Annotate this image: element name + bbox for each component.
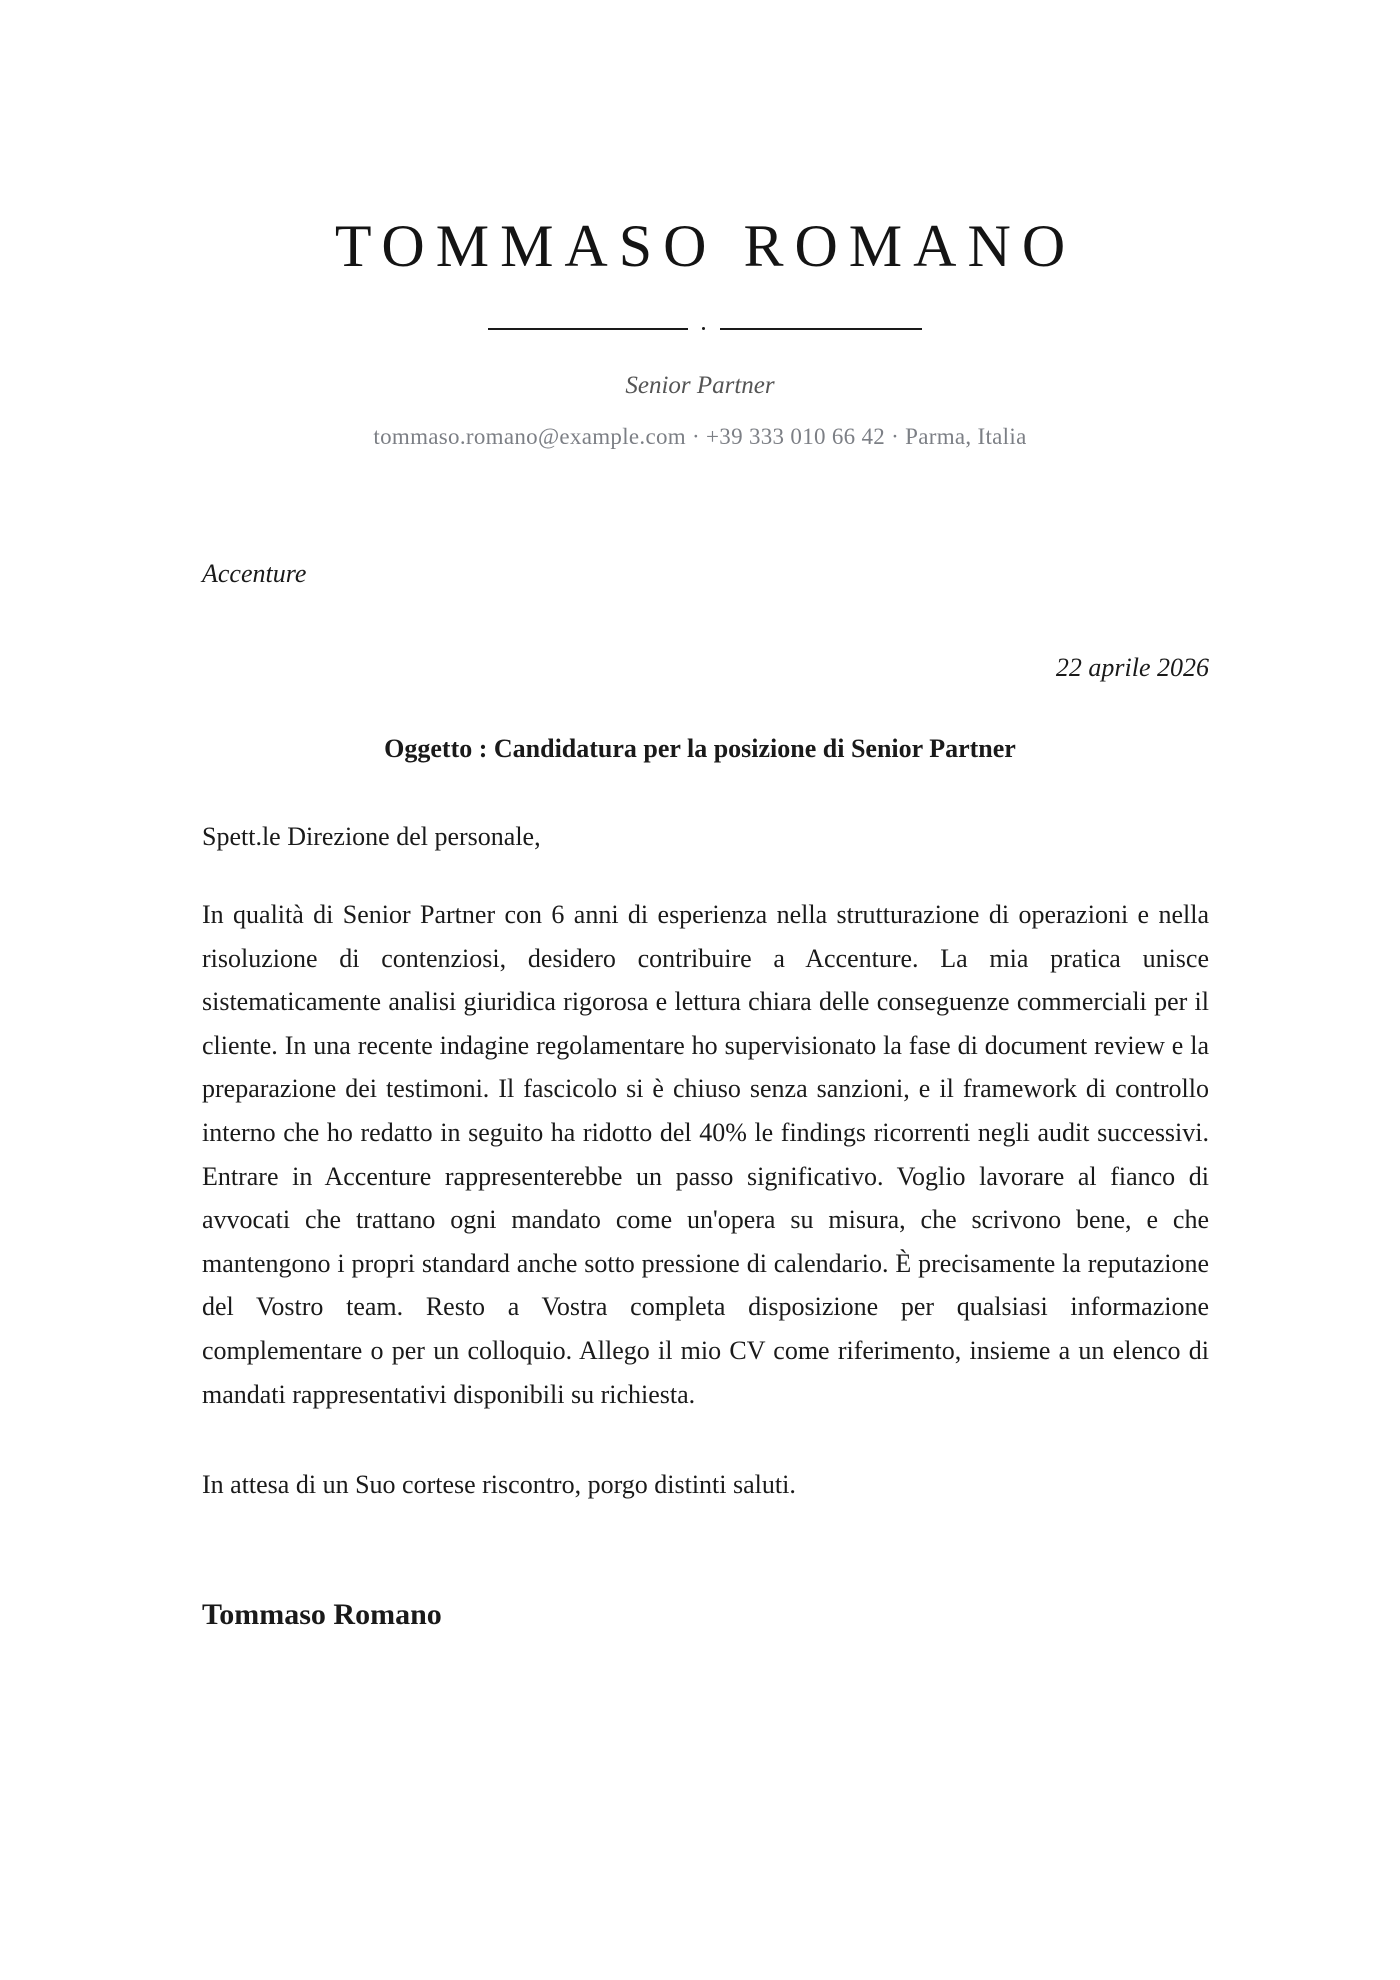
letter-closing: In attesa di un Suo cortese riscontro, porgo distinti saluti. (202, 1470, 796, 1499)
header-divider-right (720, 328, 922, 330)
letter-salutation: Spett.le Direzione del personale, (202, 822, 541, 851)
header-divider-dot (702, 327, 705, 330)
letter-signature: Tommaso Romano (202, 1598, 442, 1631)
header-divider-left (488, 328, 688, 330)
sender-role: Senior Partner (625, 372, 775, 399)
letter-date: 22 aprile 2026 (1055, 653, 1209, 682)
sender-name: TOMMASO ROMANO (334, 213, 1077, 279)
sender-contact: tommaso.romano@example.com · +39 333 010 66 42 · Parma, Italia (373, 424, 1027, 449)
letter-subject: Oggetto : Candidatura per la posizione di Senior Partner (384, 734, 1016, 763)
letter-body: In qualità di Senior Partner con 6 anni di esperienza nella strutturazione di operazioni e nella risoluzione di contenziosi, desidero contribuire a Accenture. La mia pratica unisce sistematicamente analisi giuridica rigorosa e lettura chiara delle conseguenze commerciali per il cliente. In una recente indagine regolamentare ho supervisionato la fase di document review e la preparazione dei testimoni. Il fascicolo si è chiuso senza sanzioni, e il framework di controllo interno che ho redatto in seguito ha ridotto del 40% le findings ricorrenti negli audit successivi. Entrare in Accenture rappresenterebbe un passo significativo. Voglio lavorare al fianco di avvocati che trattano ogni mandato come un'opera su misura, che scrivono bene, e che mantengono i propri standard anche sotto pressione di calendario. È precisamente la reputazione del Vostro team. Resto a Vostra completa disposizione per qualsiasi informazione complementare o per un colloquio. Allego il mio CV come riferimento, insieme a un elenco di mandati rappresentativi disponibili su richiesta. (202, 900, 1209, 1409)
recipient-company: Accenture (202, 559, 307, 588)
